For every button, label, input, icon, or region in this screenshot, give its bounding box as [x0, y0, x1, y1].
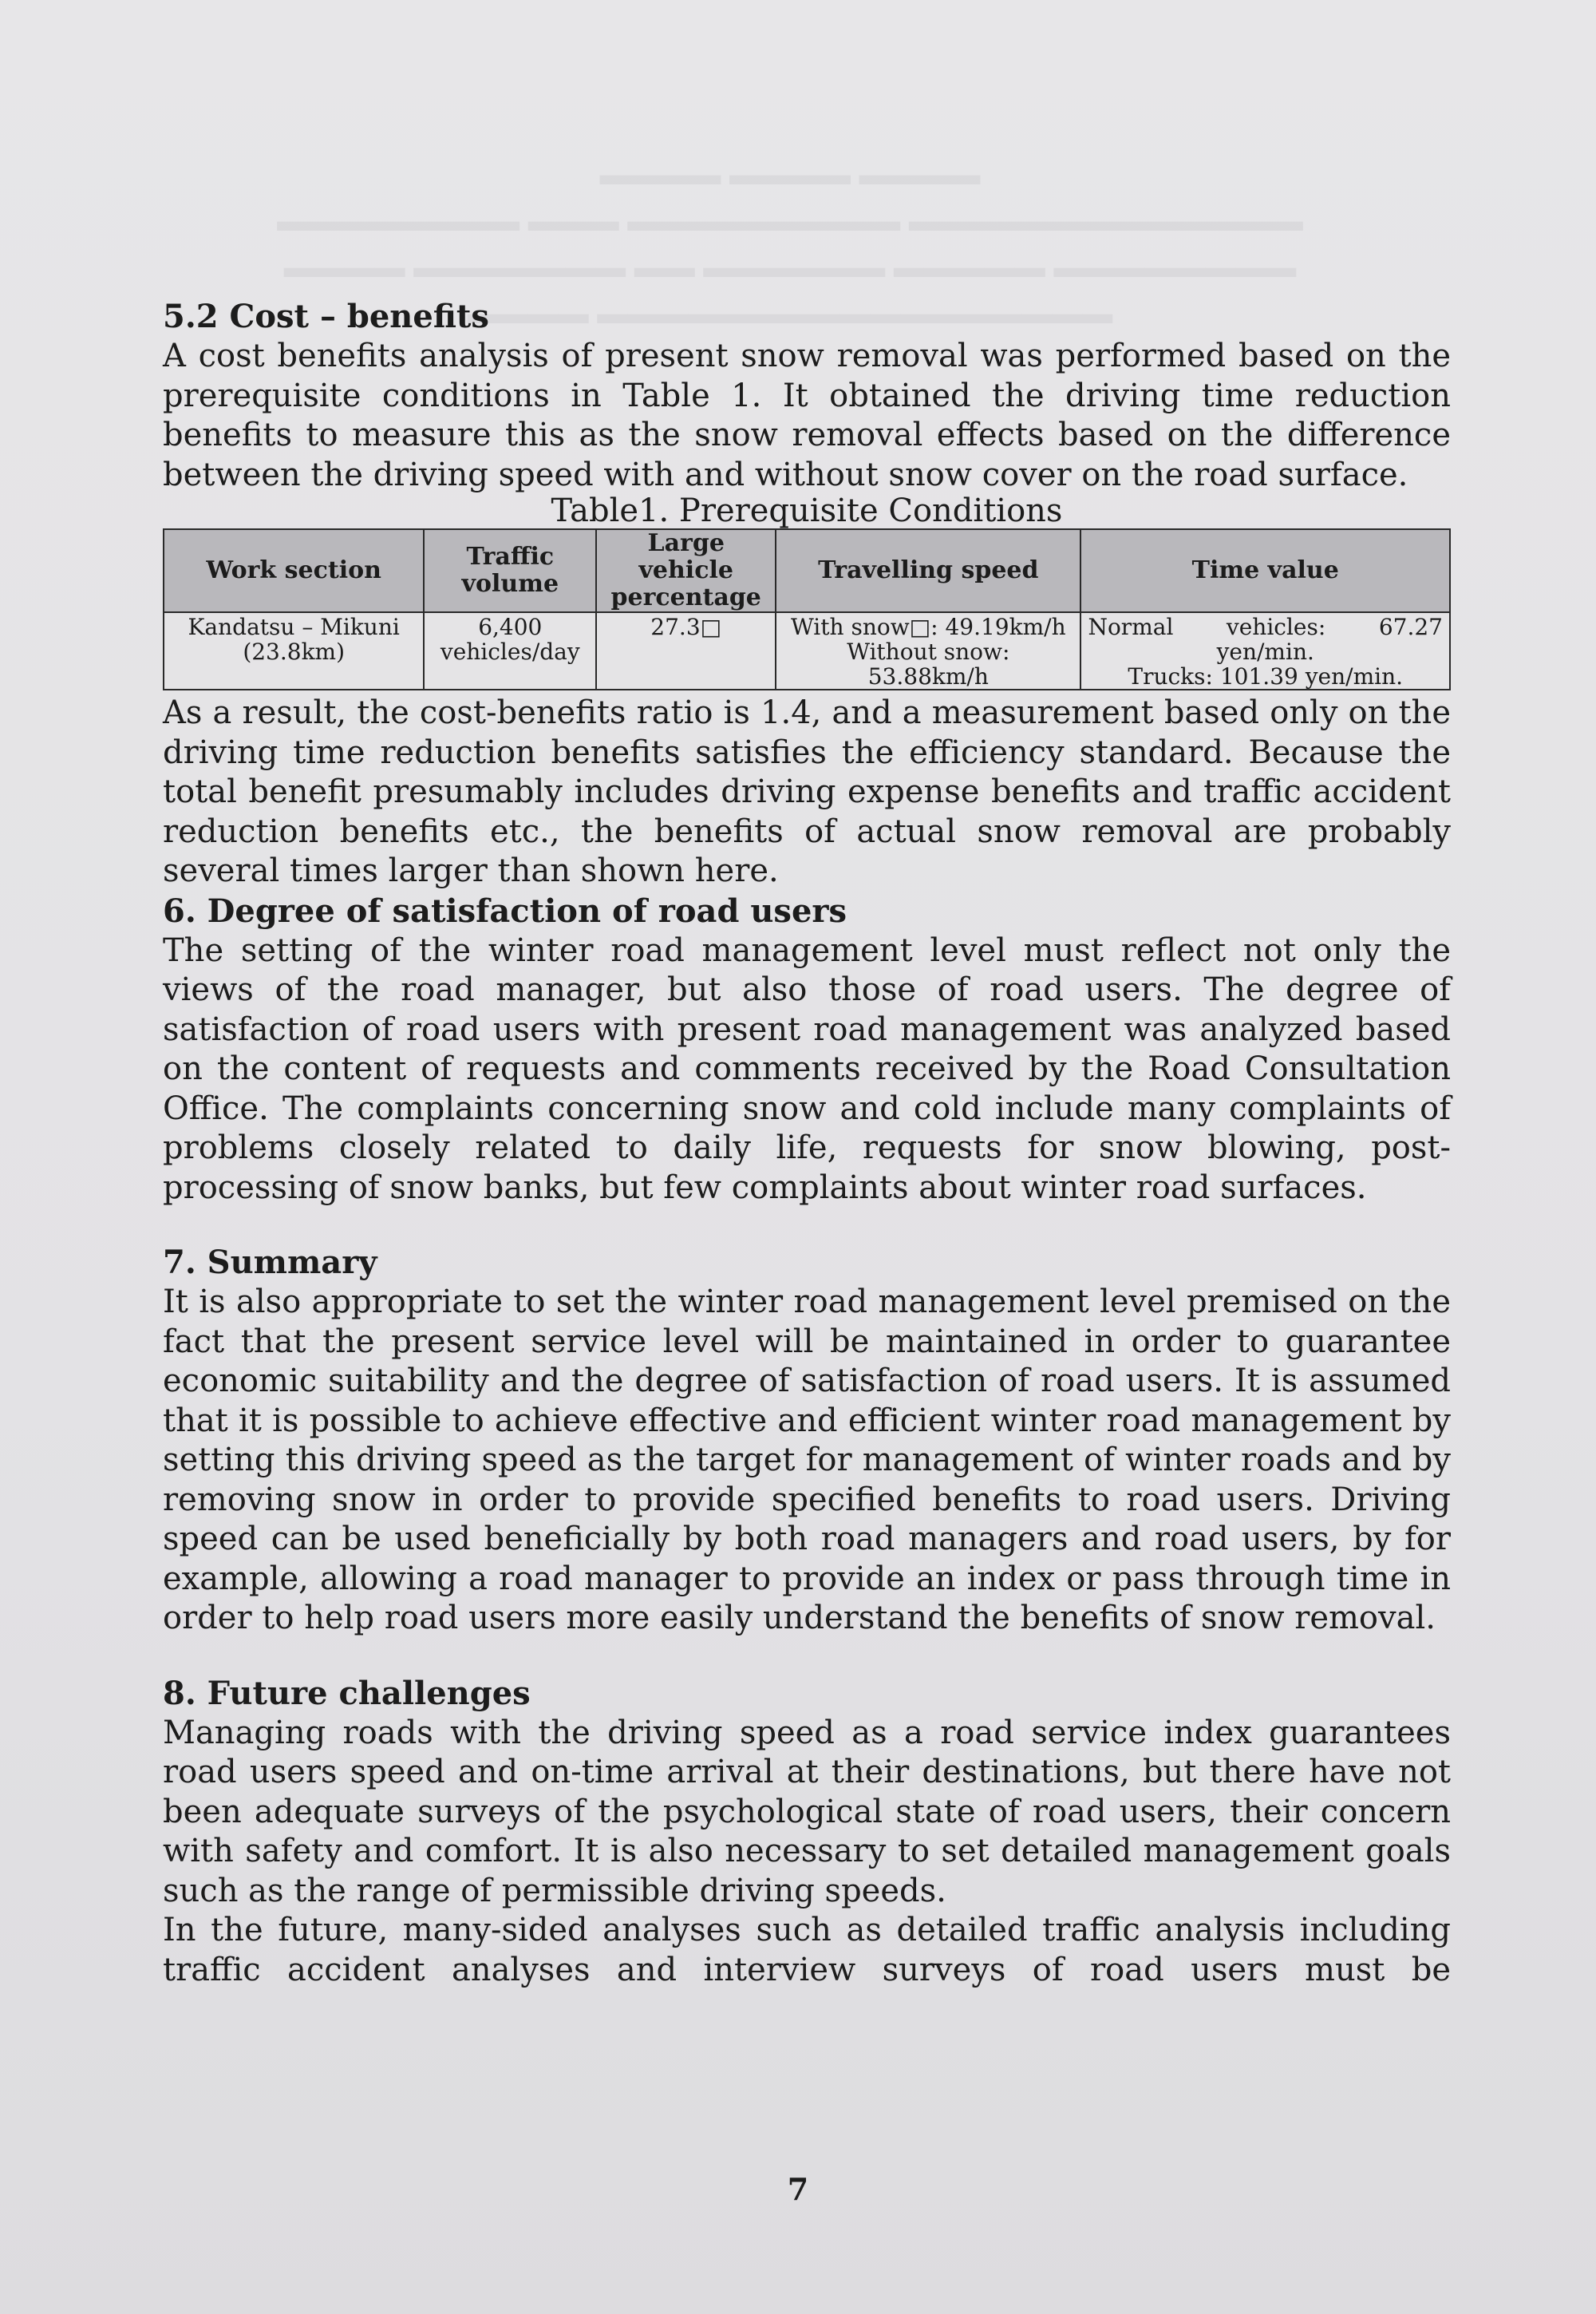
- show-through-background: ▬▬▬▬ ▬▬▬▬ ▬▬▬▬ ▬▬▬▬▬▬▬▬ ▬▬▬ ▬▬▬▬▬▬▬▬▬ ▬▬▬▬▬▬▬▬▬▬▬▬▬ ▬▬▬▬ ▬▬▬▬▬▬▬ ▬▬ ▬▬▬▬▬▬ ▬▬▬▬▬ ▬▬▬▬▬▬▬▬ ▬▬▬▬ ▬▬▬▬▬▬▬▬▬▬▬▬▬▬▬▬▬: [277, 158, 1303, 330]
- tv-normal-word: vehicles:: [1226, 614, 1326, 640]
- paragraph-future-challenges-1: Managing roads with the driving speed as a road service index guarantees road users speed and on-time arrival at their destinations, but there have not been adequate surveys of the psychological state of road users, their concern with safety and comfort. It is also necessary to set detailed management goals such as the range of permissible driving speeds.: [163, 1714, 1451, 1909]
- paragraph-future-challenges-2: In the future, many-sided analyses such as detailed traffic analysis including traffic accident analyses and interview surveys of road users must be: [163, 1912, 1451, 1988]
- header-travelling-speed: Travelling speed: [776, 529, 1080, 612]
- section-heading-summary: 7. Summary: [163, 1244, 377, 1281]
- table-header-row: [164, 529, 1450, 612]
- header-work-section: Work section: [164, 529, 424, 612]
- paragraph-satisfaction: The setting of the winter road management level must reflect not only the views of the road manager, but also those of road users. The degree of satisfaction of road users with present road management was analyzed based on the content of requests and comments received by the Road Consultation Office. The complaints concerning snow and cold include many complaints of problems closely related to daily life, requests for snow blowing, post-processing of snow banks, but few complaints about winter road surfaces.: [163, 932, 1451, 1206]
- time-value-normal-line: [1088, 615, 1443, 639]
- tv-normal-label: Normal: [1088, 614, 1174, 640]
- work-section-length: (23.8km): [243, 639, 346, 665]
- header-traffic-volume: Traffic volume: [424, 529, 596, 612]
- header-time-value: Time value: [1080, 529, 1450, 612]
- cell-time-value: [1080, 612, 1450, 690]
- page-number: 7: [787, 2171, 809, 2207]
- speed-with-snow: With snow□: 49.19km/h: [791, 614, 1066, 640]
- cell-traffic-volume: [424, 612, 596, 690]
- cell-work-section: [164, 612, 424, 690]
- section-heading-future-challenges: 8. Future challenges: [163, 1674, 531, 1712]
- prerequisite-conditions-table: [163, 528, 1451, 690]
- tv-normal-unit: yen/min.: [1216, 639, 1314, 665]
- traffic-volume-value: 6,400: [478, 614, 543, 640]
- large-vehicle-value: 27.3□: [650, 614, 722, 640]
- traffic-volume-unit: vehicles/day: [440, 639, 580, 665]
- spacer: [163, 1208, 1451, 1243]
- table-caption: Table1. Prerequisite Conditions: [551, 492, 1063, 529]
- section-heading-cost-benefits: 5.2 Cost – benefits: [163, 298, 489, 335]
- speed-without-snow-value: 53.88km/h: [867, 663, 989, 690]
- paragraph-summary: It is also appropriate to set the winter road management level premised on the fact that the present service level will be maintained in order to guarantee economic suitability and the degree of satisfaction of road users. It is assumed that it is possible to achieve effective and efficient winter road management by setting this driving speed as the target for management of winter roads and by removing snow in order to provide specified benefits to road users. Driving speed can be used beneficially by both road managers and road users, by for example, allowing a road manager to provide an index or pass through time in order to help road users more easily understand the benefits of snow removal.: [163, 1284, 1451, 1636]
- table-row: [164, 612, 1450, 690]
- work-section-name: Kandatsu – Mikuni: [188, 614, 400, 640]
- page-content: [163, 297, 1451, 1990]
- paragraph-cost-benefits-intro: A cost benefits analysis of present snow removal was performed based on the prerequisite conditions in Table 1. It obtained the driving time reduction benefits to measure this as the snow removal effects based on the difference between the driving speed with and without snow cover on the road surface.: [163, 338, 1451, 493]
- cell-travelling-speed: [776, 612, 1080, 690]
- header-large-vehicle-percentage: Large vehicle percentage: [596, 529, 776, 612]
- spacer: [163, 1639, 1451, 1674]
- speed-without-snow-label: Without snow:: [847, 639, 1010, 665]
- paragraph-cost-benefits-result: As a result, the cost-benefits ratio is 1.4, and a measurement based only on the driving time reduction benefits satisfies the efficiency standard. Because the total benefit presumably includes driving expense benefits and traffic accident reduction benefits etc., the benefits of actual snow removal are probably several times larger than shown here.: [163, 694, 1451, 889]
- tv-trucks: Trucks: 101.39 yen/min.: [1128, 663, 1404, 690]
- cell-large-vehicle-percentage: [596, 612, 776, 690]
- tv-normal-value: 67.27: [1378, 614, 1443, 640]
- section-heading-satisfaction: 6. Degree of satisfaction of road users: [163, 892, 847, 930]
